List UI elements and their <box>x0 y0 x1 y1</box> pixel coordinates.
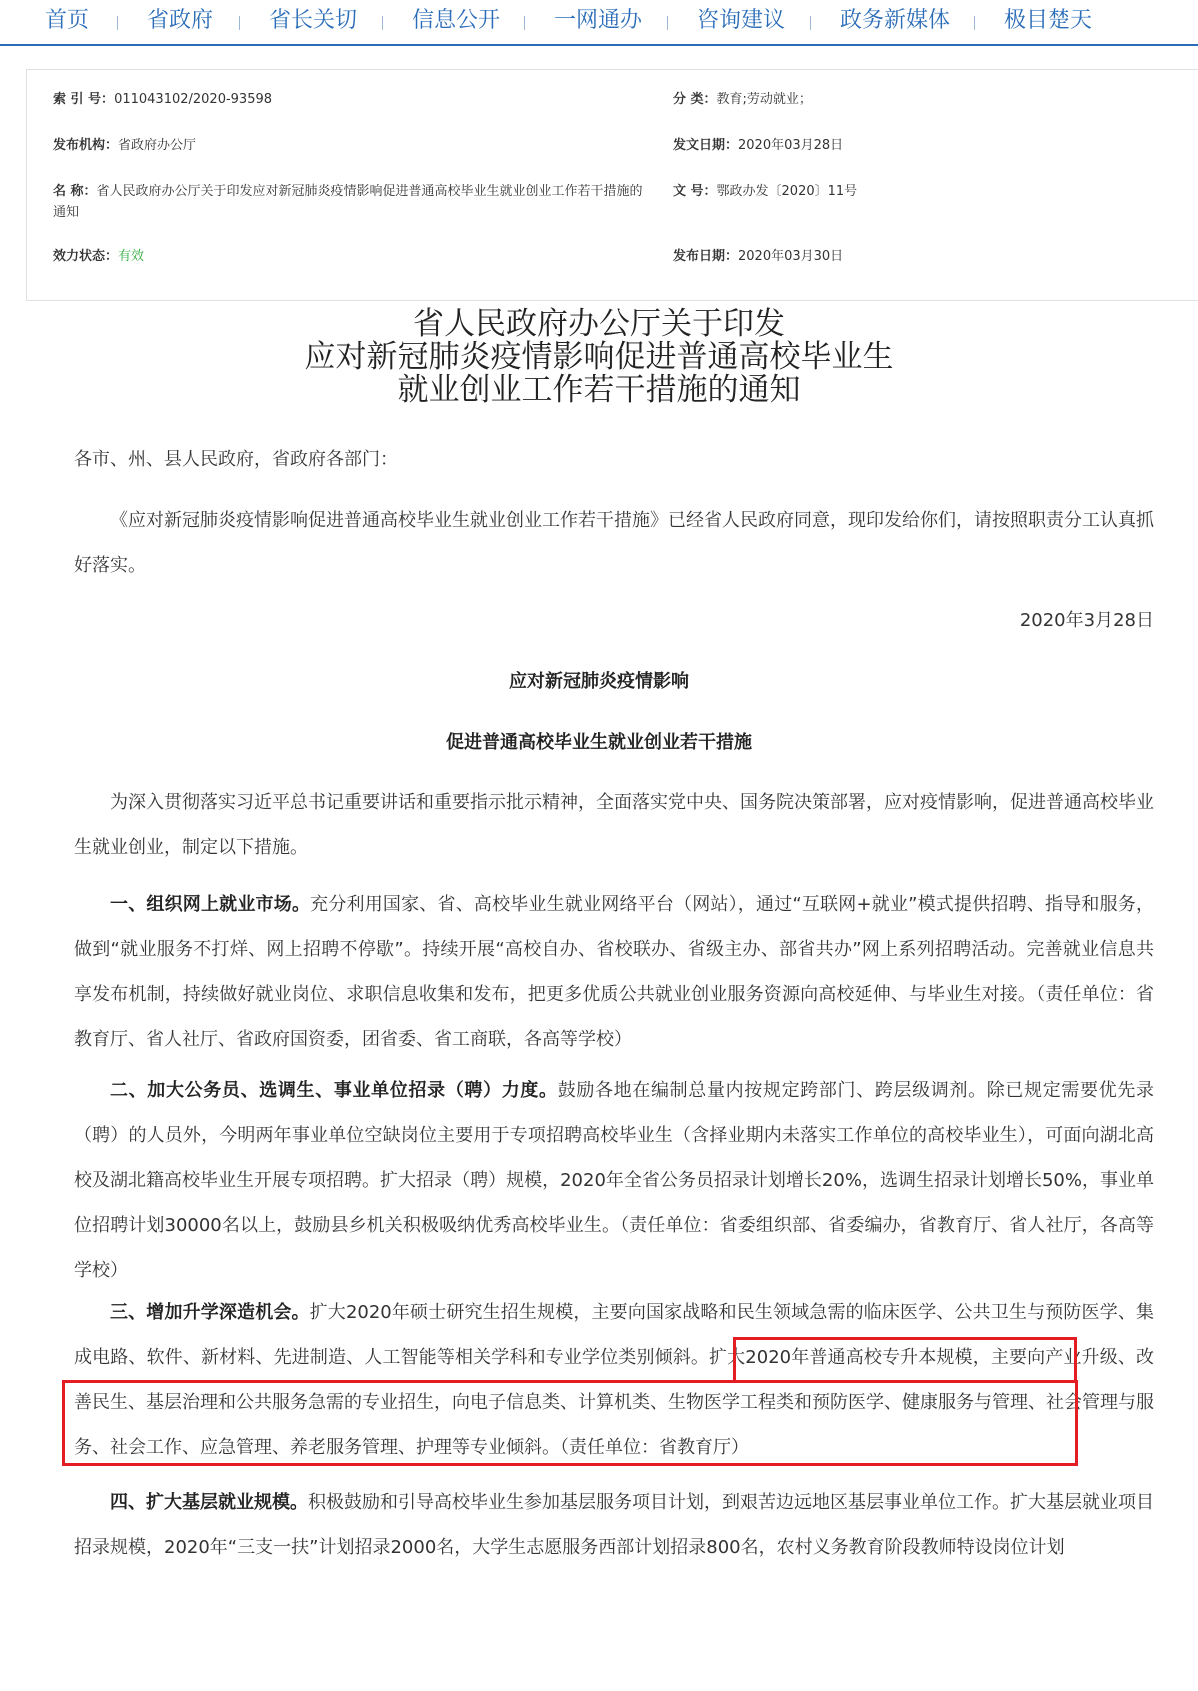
nav-separator <box>667 16 668 30</box>
nav-one-stop-service[interactable]: 一网通办 <box>554 8 643 33</box>
nav-separator <box>382 16 383 30</box>
nav-governor-concerns[interactable]: 省长关切 <box>269 8 358 33</box>
meta-publisher-label: 发布机构： <box>53 138 119 153</box>
meta-publish-date <box>673 246 843 267</box>
subtitle-line-2: 促进普通高校毕业生就业创业若干措施 <box>446 732 752 753</box>
section-1-heading: 一、组织网上就业市场。 <box>110 894 311 915</box>
meta-status-label: 效力状态： <box>53 249 119 264</box>
meta-issue-date-value: 2020年03月28日 <box>738 138 844 153</box>
document-metadata <box>26 69 1198 301</box>
salutation: 各市、州、县人民政府，省政府各部门： <box>74 449 398 470</box>
meta-name <box>53 181 653 223</box>
meta-status <box>53 246 144 267</box>
meta-doc-no <box>673 181 857 202</box>
nav-jimu-chutian[interactable]: 极目楚天 <box>1004 8 1093 33</box>
meta-index <box>53 89 272 110</box>
page-title-line-2: 应对新冠肺炎疫情影响促进普通高校毕业生 <box>304 339 894 375</box>
section-2-heading: 二、加大公务员、选调生、事业单位招录（聘）力度。 <box>110 1080 558 1101</box>
nav-information-disclosure[interactable]: 信息公开 <box>412 8 501 33</box>
subtitle-line-1: 应对新冠肺炎疫情影响 <box>509 671 689 692</box>
meta-index-label: 索 引 号： <box>53 92 115 107</box>
section-3-heading: 三、增加升学深造机会。 <box>110 1302 310 1323</box>
meta-category-value: 教育;劳动就业； <box>716 92 812 107</box>
document-date: 2020年3月28日 <box>1019 610 1154 631</box>
section-4-text: 积极鼓励和引导高校毕业生参加基层服务项目计划，到艰苦边远地区基层事业单位工作。扩大基层就业项目招录规模，2020年“三支一扶”计划招录2000名，大学生志愿服务西部计划招录800名，农村义务教育阶段教师特设岗位计划 <box>74 1492 1154 1558</box>
meta-issue-date <box>673 135 843 156</box>
nav-gov-new-media[interactable]: 政务新媒体 <box>840 8 951 33</box>
nav-separator <box>239 16 240 30</box>
meta-doc-no-value: 鄂政办发〔2020〕11号 <box>716 184 858 199</box>
section-4-heading: 四、扩大基层就业规模。 <box>110 1492 308 1513</box>
meta-category-label: 分 类： <box>673 92 717 107</box>
meta-publish-date-label: 发布日期： <box>673 249 739 264</box>
nav-home[interactable]: 首页 <box>45 8 90 33</box>
section-3-text: 扩大2020年硕士研究生招生规模，主要向国家战略和民生领域急需的临床医学、公共卫生与预防医学、集成电路、软件、新材料、先进制造、人工智能等相关学科和专业学位类别倾斜。扩大2020年普通高校专升本规模，主要向产业升级、改善民生、基层治理和公共服务急需的专业招生，向电子信息类、计算机类、生物医学工程类和预防医学、健康服务与管理、社会管理与服务、社会工作、应急管理、养老服务管理、护理等专业倾斜。（责任单位：省教育厅） <box>74 1302 1154 1458</box>
section-2-paragraph <box>74 1068 1154 1293</box>
meta-name-label: 名 称： <box>53 184 97 199</box>
meta-status-value: 有效 <box>118 249 145 264</box>
page-title-line-1: 省人民政府办公厅关于印发 <box>413 306 785 342</box>
meta-name-value: 省人民政府办公厅关于印发应对新冠肺炎疫情影响促进普通高校毕业生就业创业工作若干措施的通知 <box>53 184 643 220</box>
meta-publisher-value: 省政府办公厅 <box>118 138 197 153</box>
nav-separator <box>524 16 525 30</box>
meta-index-value: 011043102/2020-93598 <box>114 92 273 107</box>
section-4-paragraph <box>74 1480 1154 1570</box>
nav-province-government[interactable]: 省政府 <box>147 8 214 33</box>
meta-category <box>673 89 812 110</box>
section-1-paragraph <box>74 882 1154 1062</box>
section-3-paragraph <box>74 1290 1154 1470</box>
meta-publish-date-value: 2020年03月30日 <box>738 249 844 264</box>
nav-separator <box>974 16 975 30</box>
nav-consult-suggest[interactable]: 咨询建议 <box>697 8 786 33</box>
top-nav <box>0 0 1198 46</box>
page-title-line-3: 就业创业工作若干措施的通知 <box>397 372 801 408</box>
preamble-paragraph: 为深入贯彻落实习近平总书记重要讲话和重要指示批示精神，全面落实党中央、国务院决策部署，应对疫情影响，促进普通高校毕业生就业创业，制定以下措施。 <box>74 792 1154 858</box>
nav-separator <box>810 16 811 30</box>
intro-paragraph: 《应对新冠肺炎疫情影响促进普通高校毕业生就业创业工作若干措施》已经省人民政府同意，现印发给你们，请按照职责分工认真抓好落实。 <box>74 510 1154 576</box>
meta-issue-date-label: 发文日期： <box>673 138 739 153</box>
meta-doc-no-label: 文 号： <box>673 184 717 199</box>
meta-publisher <box>53 135 196 156</box>
section-1-text: 充分利用国家、省、高校毕业生就业网络平台（网站），通过“互联网+就业”模式提供招聘、指导和服务，做到“就业服务不打烊、网上招聘不停歇”。持续开展“高校自办、省校联办、省级主办、部省共办”网上系列招聘活动。完善就业信息共享发布机制，持续做好就业岗位、求职信息收集和发布，把更多优质公共就业创业服务资源向高校延伸、与毕业生对接。（责任单位：省教育厅、省人社厅、省政府国资委，团省委、省工商联，各高等学校） <box>74 894 1154 1050</box>
nav-separator <box>117 16 118 30</box>
section-2-text: 鼓励各地在编制总量内按规定跨部门、跨层级调剂。除已规定需要优先录（聘）的人员外，今明两年事业单位空缺岗位主要用于专项招聘高校毕业生（含择业期内未落实工作单位的高校毕业生），可面向湖北高校及湖北籍高校毕业生开展专项招聘。扩大招录（聘）规模，2020年全省公务员招录计划增长20%，选调生招录计划增长50%，事业单位招聘计划30000名以上，鼓励县乡机关积极吸纳优秀高校毕业生。（责任单位：省委组织部、省委编办，省教育厅、省人社厅，各高等学校） <box>74 1080 1155 1281</box>
